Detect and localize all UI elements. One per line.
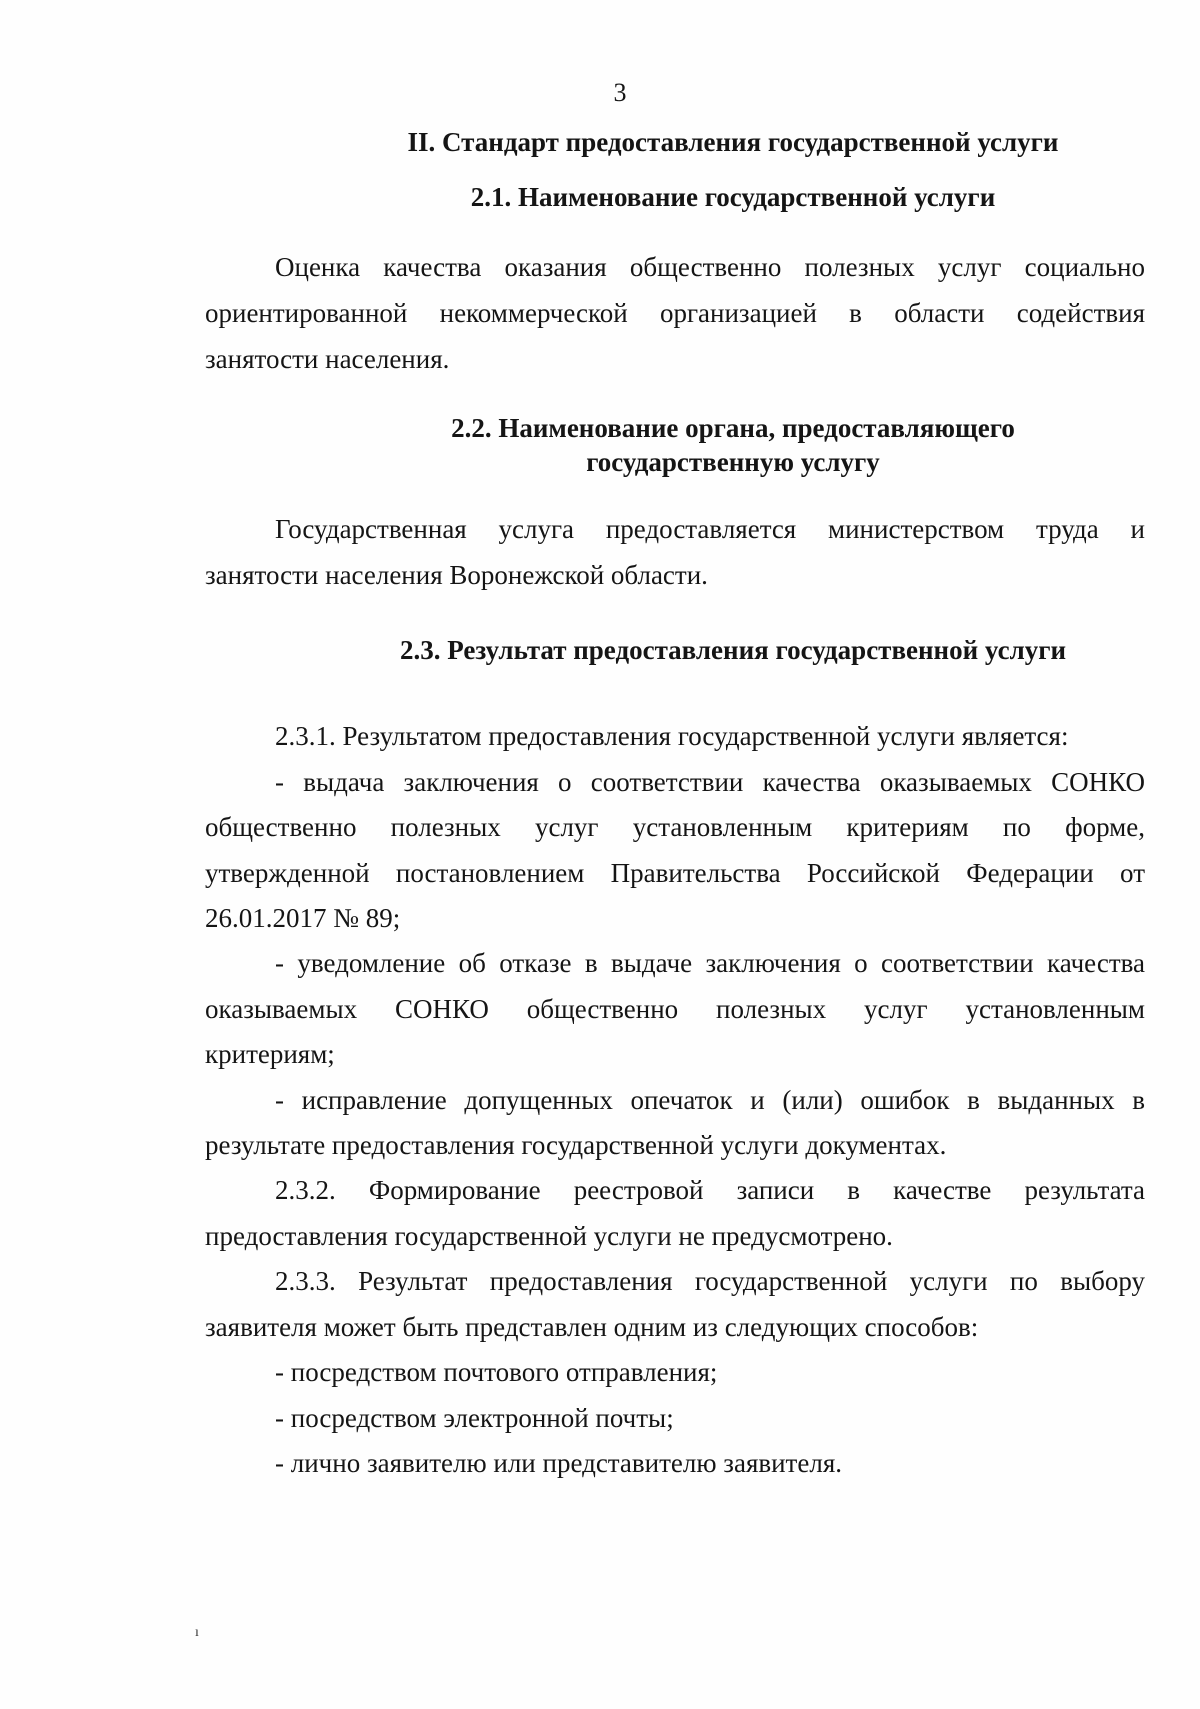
heading-2-2 xyxy=(200,411,1200,479)
list-item: - выдача заключения о соответствии качества оказываемых СОНКО xyxy=(275,767,1145,797)
heading-2-2-line-1: 2.2. Наименование органа, предоставляющего xyxy=(451,413,1015,443)
paragraph-line: общественно полезных услуг установленным критериям по форме, xyxy=(205,812,1145,842)
list-item: - уведомление об отказе в выдаче заключения о соответствии качества xyxy=(275,948,1145,978)
list-item: - посредством почтового отправления; xyxy=(275,1357,718,1387)
paragraph-line: 2.3.2. Формирование реестровой записи в качестве результата xyxy=(275,1175,1145,1205)
paragraph-line: результате предоставления государственной услуги документах. xyxy=(205,1130,947,1160)
paragraph-line: критериям; xyxy=(205,1039,335,1069)
list-item: - исправление допущенных опечаток и (или) ошибок в выданных в xyxy=(275,1085,1145,1115)
heading-2-2-line-2: государственную услугу xyxy=(586,447,880,477)
heading-2-3: 2.3. Результат предоставления государственной услуги xyxy=(399,635,1067,665)
paragraph-line: 26.01.2017 № 89; xyxy=(205,903,401,933)
scan-mark: ı xyxy=(195,1625,199,1640)
list-item: - посредством электронной почты; xyxy=(275,1403,674,1433)
paragraph-line: 2.3.3. Результат предоставления государственной услуги по выбору xyxy=(275,1266,1145,1296)
paragraph-line: предоставления государственной услуги не предусмотрено. xyxy=(205,1221,893,1251)
paragraph-line: утвержденной постановлением Правительства Российской Федерации от xyxy=(205,858,1145,888)
paragraph-line: 2.3.1. Результатом предоставления государственной услуги является: xyxy=(275,721,1069,751)
paragraph-line: занятости населения. xyxy=(205,344,450,374)
list-item: - лично заявителю или представителю заявителя. xyxy=(275,1448,842,1478)
paragraph-line: ориентированной некоммерческой организацией в области содействия xyxy=(205,298,1145,328)
heading-2-1: 2.1. Наименование государственной услуги xyxy=(470,182,996,212)
paragraph-line: Государственная услуга предоставляется министерством труда и xyxy=(275,514,1145,544)
paragraph-line: заявителя может быть представлен одним из следующих способов: xyxy=(205,1312,979,1342)
paragraph-line: занятости населения Воронежской области. xyxy=(205,560,708,590)
paragraph-line: Оценка качества оказания общественно полезных услуг социально xyxy=(275,252,1145,282)
page-number: 3 xyxy=(613,78,627,107)
paragraph-line: оказываемых СОНКО общественно полезных услуг установленным xyxy=(205,994,1145,1024)
section-heading: II. Стандарт предоставления государственной услуги xyxy=(407,127,1059,157)
